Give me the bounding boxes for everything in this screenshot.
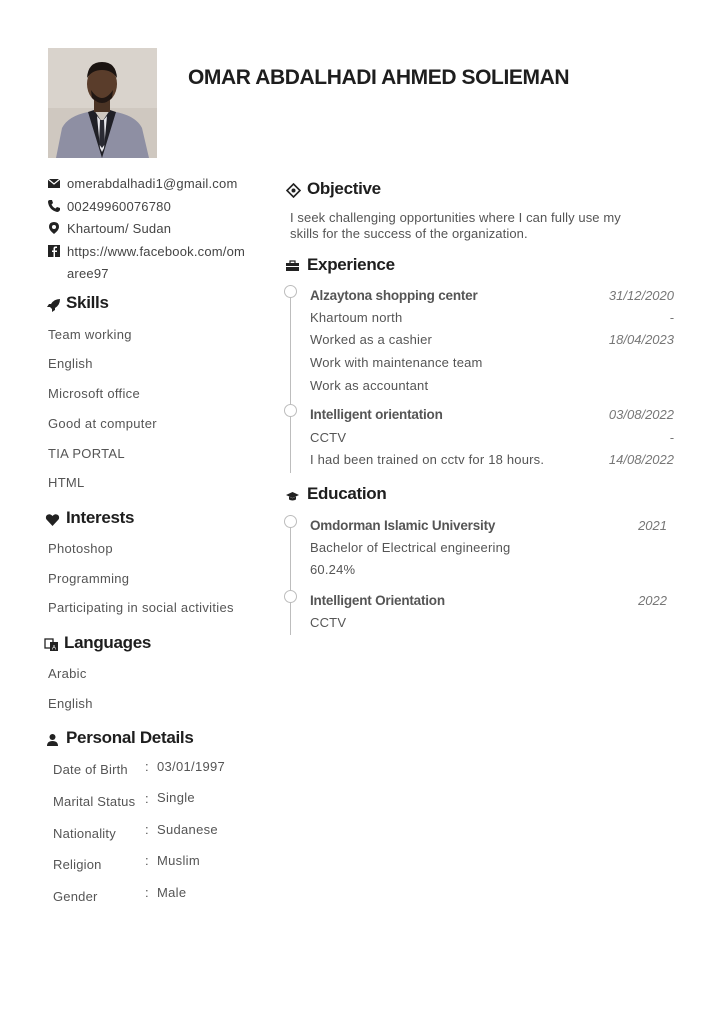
personal-details-heading: Personal Details (66, 728, 194, 747)
candidate-name: OMAR ABDALHADI AHMED SOLIEMAN (188, 66, 570, 89)
nationality-colon: : (145, 822, 149, 837)
envelope-icon (47, 176, 61, 190)
user-icon (45, 732, 60, 747)
heart-icon (45, 512, 60, 527)
phone-icon (47, 199, 61, 213)
skill-item: Good at computer (48, 416, 157, 431)
facebook-icon (47, 244, 61, 258)
skill-item: English (48, 356, 93, 371)
nationality-value: Sudanese (157, 822, 218, 837)
language-item: Arabic (48, 666, 87, 681)
timeline-dot (284, 590, 297, 603)
contact-phone: 00249960076780 (47, 197, 267, 216)
experience-location-date: - (669, 310, 674, 325)
experience-end-date: 18/04/2023 (608, 332, 674, 347)
experience-company: Intelligent orientation (310, 407, 443, 422)
crosshair-icon (286, 183, 301, 198)
skill-item: TIA PORTAL (48, 446, 125, 461)
marital-status-label: Marital Status (53, 794, 136, 809)
education-year: 2021 (638, 518, 667, 533)
interests-heading: Interests (66, 508, 135, 527)
religion-label: Religion (53, 857, 102, 872)
experience-detail: Work with maintenance team (310, 355, 483, 370)
dob-colon: : (145, 759, 149, 774)
language-item: English (48, 696, 93, 711)
gender-value: Male (157, 885, 187, 900)
dob-label: Date of Birth (53, 762, 128, 777)
skills-heading: Skills (66, 293, 109, 312)
education-grade: 60.24% (310, 562, 356, 577)
experience-location: CCTV (310, 430, 347, 445)
language-icon (44, 637, 59, 652)
experience-start-date: 31/12/2020 (608, 288, 674, 303)
timeline-dot (284, 515, 297, 528)
experience-location: Khartoum north (310, 310, 403, 325)
timeline-dot (284, 285, 297, 298)
interest-item: Photoshop (48, 541, 113, 556)
dob-value: 03/01/1997 (157, 759, 226, 774)
contact-email: omerabdalhadi1@gmail.com (47, 174, 267, 193)
religion-value: Muslim (157, 853, 200, 868)
experience-timeline-line (290, 285, 291, 473)
experience-start-date: 03/08/2022 (608, 407, 674, 422)
objective-heading: Objective (307, 179, 381, 198)
map-pin-icon (47, 221, 61, 235)
marital-status-value: Single (157, 790, 195, 805)
gender-label: Gender (53, 889, 98, 904)
objective-text: I seek challenging opportunities where I can fully use my skills for the success of the organization. (290, 210, 621, 241)
education-degree: Bachelor of Electrical engineering (310, 540, 511, 555)
skill-item: Team working (48, 327, 132, 342)
marital-status-colon: : (145, 791, 149, 806)
contact-location: Khartoum/ Sudan (47, 219, 267, 238)
experience-location-date: - (669, 430, 674, 445)
religion-colon: : (145, 853, 149, 868)
rocket-icon (46, 298, 61, 313)
experience-role: I had been trained on cctv for 18 hours. (310, 452, 545, 467)
education-year: 2022 (638, 593, 667, 608)
education-degree: CCTV (310, 615, 347, 630)
nationality-label: Nationality (53, 826, 116, 841)
education-school: Omdorman Islamic University (310, 518, 496, 533)
experience-company: Alzaytona shopping center (310, 288, 478, 303)
gender-colon: : (145, 885, 149, 900)
education-heading: Education (307, 484, 387, 503)
skill-item: Microsoft office (48, 386, 140, 401)
experience-role: Worked as a cashier (310, 332, 433, 347)
languages-heading: Languages (64, 633, 152, 652)
education-timeline-line (290, 515, 291, 635)
education-school: Intelligent Orientation (310, 593, 445, 608)
experience-detail: Work as accountant (310, 378, 429, 393)
profile-photo (48, 48, 157, 158)
experience-end-date: 14/08/2022 (608, 452, 674, 467)
graduation-cap-icon (285, 489, 300, 504)
skill-item: HTML (48, 475, 85, 490)
briefcase-icon (285, 259, 300, 274)
timeline-dot (284, 404, 297, 417)
interest-item: Participating in social activities (48, 600, 234, 615)
experience-heading: Experience (307, 255, 395, 274)
interest-item: Programming (48, 571, 130, 586)
contact-facebook: https://www.facebook.com/om aree97 (47, 242, 267, 282)
svg-text:A: A (51, 645, 57, 652)
